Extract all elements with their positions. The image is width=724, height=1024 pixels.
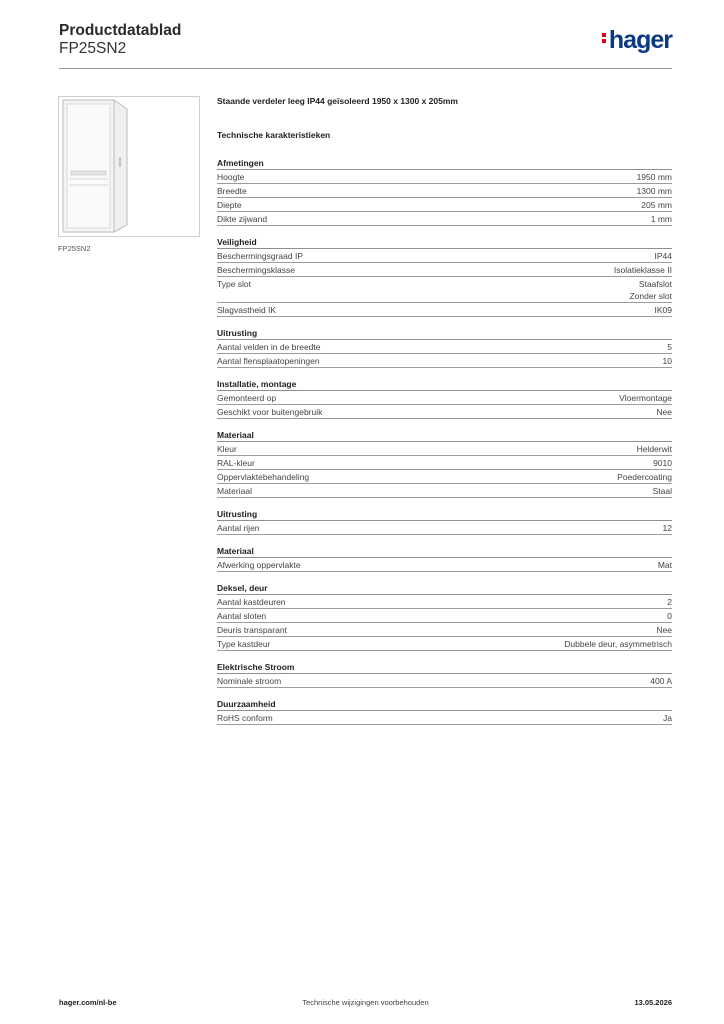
product-description: Staande verdeler leeg IP44 geïsoleerd 1950 x 1300 x 205mm bbox=[217, 96, 458, 106]
spec-value-text: Staal bbox=[652, 486, 672, 496]
spec-value bbox=[619, 392, 672, 404]
spec-section bbox=[217, 326, 672, 368]
spec-value-text: 2 bbox=[667, 597, 672, 607]
spec-value bbox=[617, 471, 672, 483]
spec-row bbox=[217, 456, 672, 470]
spec-value bbox=[637, 171, 672, 183]
spec-value-text: IK09 bbox=[654, 305, 672, 315]
spec-value bbox=[663, 522, 672, 534]
section-title: Uitrusting bbox=[217, 326, 672, 340]
spec-label: Beschermingsklasse bbox=[217, 265, 295, 275]
section-title: Installatie, montage bbox=[217, 377, 672, 391]
spec-row bbox=[217, 637, 672, 651]
spec-value bbox=[667, 341, 672, 353]
spec-value bbox=[655, 304, 673, 316]
spec-row bbox=[217, 277, 672, 303]
spec-row bbox=[217, 212, 672, 226]
section-title: Materiaal bbox=[217, 428, 672, 442]
footer-date: 13.05.2026 bbox=[634, 998, 672, 1007]
section-title: Materiaal bbox=[217, 544, 672, 558]
footer-notice: Technische wijzigingen voorbehouden bbox=[302, 998, 429, 1007]
spec-row bbox=[217, 609, 672, 623]
spec-value-text: Dubbele deur, asymmetrisch bbox=[564, 639, 672, 649]
spec-value-text: Helderwit bbox=[636, 444, 672, 454]
spec-value-text: Isolatieklasse II bbox=[613, 265, 672, 275]
section-title: Deksel, deur bbox=[217, 581, 672, 595]
spec-value bbox=[656, 624, 672, 636]
spec-row bbox=[217, 340, 672, 354]
spec-value-text: 10 bbox=[662, 356, 672, 366]
spec-sections bbox=[217, 156, 672, 725]
spec-row bbox=[217, 442, 672, 456]
spec-label: Aantal rijen bbox=[217, 523, 260, 533]
spec-value-text: Staafslot bbox=[638, 279, 672, 289]
spec-label: Nominale stroom bbox=[217, 676, 282, 686]
spec-row bbox=[217, 484, 672, 498]
product-image bbox=[58, 96, 200, 237]
product-code: FP25SN2 bbox=[59, 40, 127, 57]
cabinet-illustration bbox=[59, 97, 199, 236]
spec-section bbox=[217, 697, 672, 725]
spec-value bbox=[564, 638, 672, 650]
hager-logo bbox=[602, 26, 672, 55]
spec-value bbox=[629, 278, 672, 302]
spec-row bbox=[217, 711, 672, 725]
spec-value-text: 1 mm bbox=[650, 214, 672, 224]
section-title: Duurzaamheid bbox=[217, 697, 672, 711]
spec-label: Gemonteerd op bbox=[217, 393, 277, 403]
spec-row bbox=[217, 170, 672, 184]
spec-row bbox=[217, 184, 672, 198]
spec-value-text: Nee bbox=[656, 407, 672, 417]
section-title: Veiligheid bbox=[217, 235, 672, 249]
logo-text: hager bbox=[608, 26, 672, 54]
spec-label: RAL-kleur bbox=[217, 458, 255, 468]
section-title: Uitrusting bbox=[217, 507, 672, 521]
spec-label: Dikte zijwand bbox=[217, 214, 268, 224]
spec-label: Deuris transparant bbox=[217, 625, 287, 635]
spec-value bbox=[667, 596, 672, 608]
spec-value-text: Nee bbox=[656, 625, 672, 635]
spec-row bbox=[217, 521, 672, 535]
spec-label: RoHS conform bbox=[217, 713, 273, 723]
spec-row bbox=[217, 391, 672, 405]
spec-value-text: 1300 mm bbox=[636, 186, 672, 196]
spec-label: Aantal flensplaatopeningen bbox=[217, 356, 320, 366]
spec-label: Hoogte bbox=[217, 172, 245, 182]
spec-value bbox=[658, 559, 672, 571]
spec-row bbox=[217, 623, 672, 637]
spec-label: Aantal sloten bbox=[217, 611, 267, 621]
spec-row bbox=[217, 405, 672, 419]
document-title: Productdatablad bbox=[59, 22, 182, 39]
spec-value-text: 0 bbox=[667, 611, 672, 621]
spec-label: Breedte bbox=[217, 186, 247, 196]
spec-value-text: 12 bbox=[662, 523, 672, 533]
spec-row bbox=[217, 198, 672, 212]
spec-row bbox=[217, 558, 672, 572]
section-title: Afmetingen bbox=[217, 156, 672, 170]
spec-section bbox=[217, 581, 672, 651]
spec-row bbox=[217, 263, 672, 277]
spec-value bbox=[641, 199, 672, 211]
spec-label: Geschikt voor buitengebruik bbox=[217, 407, 323, 417]
spec-row bbox=[217, 303, 672, 317]
spec-value bbox=[653, 485, 672, 497]
spec-value-text: Ja bbox=[663, 713, 672, 723]
spec-content bbox=[217, 95, 672, 734]
spec-value bbox=[663, 355, 672, 367]
logo-dots-icon bbox=[602, 31, 607, 45]
spec-label: Materiaal bbox=[217, 486, 252, 496]
spec-row bbox=[217, 595, 672, 609]
spec-value bbox=[614, 264, 672, 276]
spec-value bbox=[637, 185, 672, 197]
section-title: Elektrische Stroom bbox=[217, 660, 672, 674]
spec-value bbox=[651, 213, 672, 225]
spec-value-text: 9010 bbox=[653, 458, 672, 468]
spec-label: Aantal kastdeuren bbox=[217, 597, 286, 607]
spec-value-text: Zonder slot bbox=[629, 291, 672, 301]
spec-section bbox=[217, 507, 672, 535]
spec-value-text: IP44 bbox=[654, 251, 672, 261]
spec-value bbox=[653, 457, 672, 469]
spec-label: Afwerking oppervlakte bbox=[217, 560, 301, 570]
spec-value-text: Mat bbox=[657, 560, 672, 570]
header-divider bbox=[59, 68, 672, 69]
spec-value-text: Poedercoating bbox=[617, 472, 672, 482]
footer-website: hager.com/nl-be bbox=[59, 998, 117, 1007]
spec-section bbox=[217, 660, 672, 688]
spec-value-text: Vloermontage bbox=[619, 393, 672, 403]
spec-label: Diepte bbox=[217, 200, 242, 210]
spec-value bbox=[637, 443, 672, 455]
spec-section bbox=[217, 235, 672, 317]
spec-value bbox=[663, 712, 672, 724]
spec-row bbox=[217, 354, 672, 368]
spec-label: Beschermingsgraad IP bbox=[217, 251, 303, 261]
spec-section bbox=[217, 156, 672, 226]
image-caption: FP25SN2 bbox=[58, 244, 91, 253]
spec-row bbox=[217, 249, 672, 263]
spec-value bbox=[655, 250, 673, 262]
spec-value-text: 5 bbox=[667, 342, 672, 352]
spec-row bbox=[217, 674, 672, 688]
spec-heading: Technische karakteristieken bbox=[217, 130, 331, 140]
spec-value bbox=[650, 675, 672, 687]
spec-row bbox=[217, 470, 672, 484]
spec-value-text: 400 A bbox=[650, 676, 672, 686]
spec-value-text: 1950 mm bbox=[636, 172, 672, 182]
page-footer bbox=[59, 998, 672, 1012]
spec-label: Type kastdeur bbox=[217, 639, 271, 649]
spec-label: Aantal velden in de breedte bbox=[217, 342, 321, 352]
page-header bbox=[59, 20, 672, 68]
spec-value bbox=[656, 406, 672, 418]
spec-label: Type slot bbox=[217, 279, 252, 289]
spec-section bbox=[217, 544, 672, 572]
spec-label: Slagvastheid IK bbox=[217, 305, 277, 315]
spec-label: Oppervlaktebehandeling bbox=[217, 472, 310, 482]
spec-value-text: 205 mm bbox=[641, 200, 672, 210]
spec-value bbox=[667, 610, 672, 622]
spec-section bbox=[217, 428, 672, 498]
spec-label: Kleur bbox=[217, 444, 237, 454]
spec-section bbox=[217, 377, 672, 419]
